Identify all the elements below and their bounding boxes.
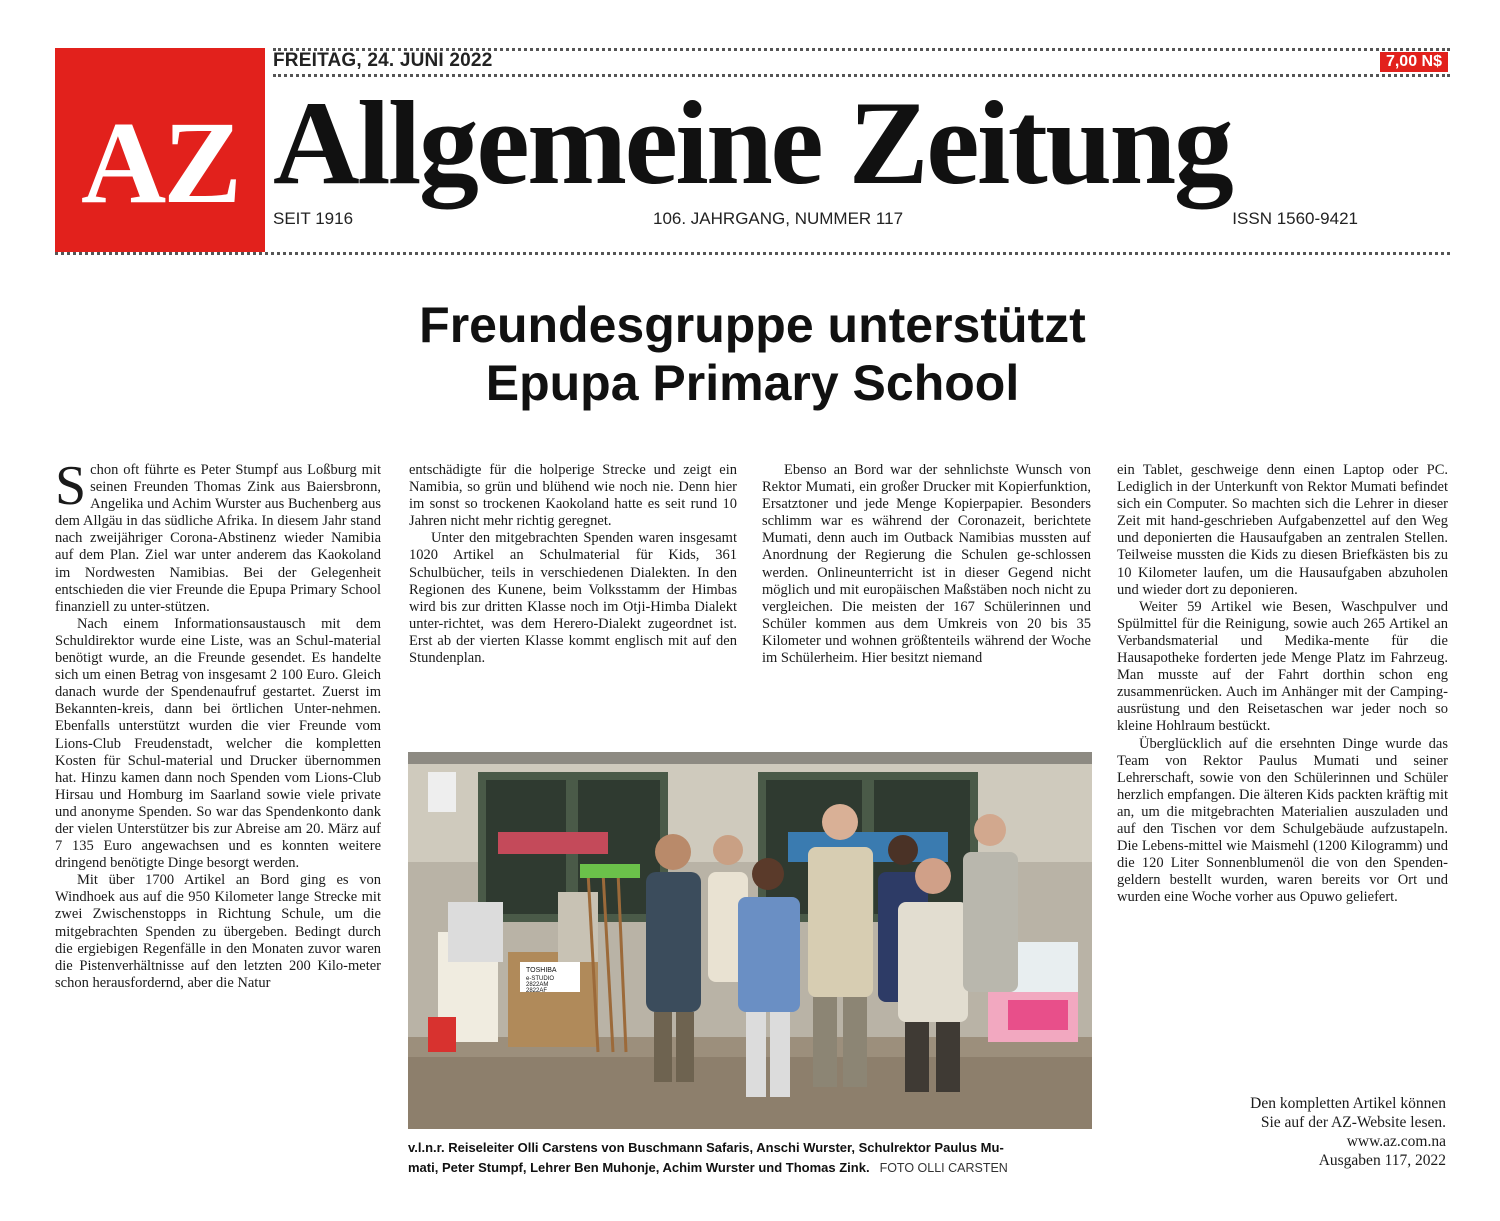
article-headline (55, 296, 1450, 412)
paragraph: entschädigte für die holperige Strecke und zeigt ein Namibia, so grün und blühend wie noch nie. Denn hier im sonst so trockenen Kaokoland hatte es seit rund 10 Jahren nicht mehr richtig geregnet. (409, 462, 737, 530)
article-column-2 (409, 462, 737, 667)
box-label-3: 2822AM (526, 982, 549, 988)
box-label-4: 2822AF (526, 988, 548, 994)
price-badge: 7,00 N$ (1380, 52, 1448, 72)
footnote-line-2: Sie auf der AZ-Website lesen. (1260, 1114, 1446, 1131)
issue-date: FREITAG, 24. JUNI 2022 (273, 50, 493, 71)
headline-line-1: Freundesgruppe unterstützt (419, 297, 1086, 353)
paragraph-text: chon oft führte es Peter Stumpf aus Loßburg mit seinen Freunden Thomas Zink aus Baiersbronn, Angelika und Achim Wurster aus Buchenberg aus dem Allgäu in das südliche Afrika. In diesem Jahr stand nach zweijähriger Corona-Abstinenz wieder Namibia auf dem Plan. Ziel war unter anderem das Kaokoland im Nordwesten Namibias. Bei der Gelegenheit entschieden die vier Freunde die Epupa Primary School finanziell zu unter-stützen. (55, 462, 381, 615)
paragraph: Unter den mitgebrachten Spenden waren insgesamt 1020 Artikel an Schulmaterial für Kids, 361 Schulbücher, teils in verschiedenen Dialekten. In den Regionen des Kunene, beim Volksstamm der Himbas wird bis zur dritten Klasse noch im Otji-Himba Dialekt unter-richtet, was dem Herero-Dialekt zugeordnet ist. Erst ab der vierten Klasse kommt englisch mit auf den Stundenplan. (409, 530, 737, 667)
article-column-1 (55, 455, 381, 992)
drop-cap: S (55, 455, 87, 517)
bottom-dotted-rule (55, 252, 1450, 255)
box-label-2: e-STUDIO (526, 976, 555, 982)
since-label: SEIT 1916 (273, 209, 354, 228)
paragraph (55, 455, 381, 616)
website-url: www.az.com.na (1346, 1133, 1446, 1150)
volume-number: 106. JAHRGANG, NUMMER 117 (653, 209, 904, 228)
az-logo (55, 48, 265, 252)
issn-label: ISSN 1560-9421 (1232, 209, 1358, 228)
az-logo-text: AZ (81, 97, 239, 228)
article-column-4 (1117, 462, 1448, 906)
paragraph: Mit über 1700 Artikel an Bord ging es von Windhoek aus auf die 950 Kilometer lange Strecke mit zwei Zwischenstopps in Richtung Schule, um die mitgebrachten Spenden zu übergeben. Bedingt durch die ergiebigen Regenfälle in den Monaten zuvor waren die Pistenverhältnisse auf den letzten 200 Kilo-meter schon herausfordernd, aber die Natur (55, 872, 381, 991)
paragraph: Überglücklich auf die ersehnten Dinge wurde das Team von Rektor Paulus Mumati und seiner Lehrerschaft, sowie von den Schülerinnen und Schüler herzlich empfangen. Die älteren Kids packten kräftig mit an, um die mitgebrachten Materialien auszuladen und auf den Tischen vor dem Schulgebäude aufzustapeln. Die Lebens-mittel wie Maismehl (1200 Kilogramm) und die 120 Liter Sonnenblumenöl die von den Spenden-geldern bestellt wurden, waren bereits vor Ort und wurden eine Woche vorher aus Opuwo geliefert. (1117, 735, 1448, 906)
photo-caption (408, 1138, 1098, 1178)
paragraph: Ebenso an Bord war der sehnlichste Wunsch von Rektor Mumati, ein großer Drucker mit Kopierfunktion, Ersatztoner und jede Menge Kopierpapier. Besonders schlimm war es während der Coronazeit, berichtete Mumati, denn auch im Outback Namibias mussten auf Anordnung der Regierung die Schulen ge-schlossen werden. Onlineunterricht ist in dieser Gegend nicht möglich und mit europäischen Maßstäben noch nicht zu vergleichen. Die meisten der 167 Schülerinnen und Schüler kommen aus dem Umkreis von 20 bis 35 Kilometer und wohnen größtenteils während der Woche im Schülerheim. Hier besitzt niemand (762, 462, 1091, 667)
headline-line-2: Epupa Primary School (485, 355, 1020, 411)
box-label-1: TOSHIBA (526, 967, 557, 974)
paragraph: Weiter 59 Artikel wie Besen, Waschpulver und Spülmittel für die Reinigung, sowie auch 265 Artikel an Verbandsmaterial und Medika-mente für die Hausapotheke forderten jede Menge Platz im Fahrzeug. Man musste auf der Fahrt dorthin schon eng zusammenrücken. Auch im Anhänger mit der Camping-ausrüstung und den Reisetaschen war jeder noch so kleine Hohlraum bestückt. (1117, 598, 1448, 735)
caption-line-2-text: mati, Peter Stumpf, Lehrer Ben Muhonje, Achim Wurster und Thomas Zink. (408, 1160, 870, 1175)
footnote-line-1: Den kompletten Artikel können (1250, 1095, 1446, 1112)
group-photo-illustration (408, 752, 1092, 1129)
article-photo (408, 752, 1092, 1129)
website-note (1126, 1094, 1446, 1170)
newspaper-title: Allgemeine Zeitung (273, 76, 1232, 209)
masthead (55, 48, 1450, 253)
caption-line-2 (408, 1158, 1098, 1178)
article-column-3 (762, 462, 1091, 667)
caption-line-1: v.l.n.r. Reiseleiter Olli Carstens von Buschmann Safaris, Anschi Wurster, Schulrektor Paulus Mu- (408, 1140, 1004, 1155)
issue-reference: Ausgaben 117, 2022 (1318, 1152, 1446, 1169)
photo-credit: FOTO OLLI CARSTEN (879, 1161, 1008, 1175)
paragraph: ein Tablet, geschweige denn einen Laptop oder PC. Lediglich in der Unterkunft von Rektor Mumati befindet sich ein Computer. So machten sich die Lehrer in dieser Zeit mit hand-geschrieben Aufgabenzettel auf den Weg und deponierten die Hausaufgaben an zentralen Stellen. Teilweise mussten die Kids zu diesen Briefkästen bis zu 10 Kilometer laufen, um die Hausaufgaben abzuholen und wieder dort zu deponieren. (1117, 462, 1448, 598)
paragraph: Nach einem Informationsaustausch mit dem Schuldirektor wurde eine Liste, was an Schul-material benötigt wurde, an die Freunde gesendet. Es handelte sich um einen Betrag von insgesamt 2 100 Euro. Gleich danach wurde der Spendenaufruf gestartet. Zuerst im Bekannten-kreis, dann bei örtlichen Unter-nehmen. Ebenfalls unterstützt wurden die vier Freunde vom Lions-Club Freudenstadt, welcher die kompletten Kosten für Schul-material und Drucker übernommen hat. Hinzu kamen dann noch Spenden vom Lions-Club Hirsau und Homburg im Saarland sowie viele private und anonyme Spenden. So war das Spendenkonto dank der vielen Unterstützer bis zur Abreise am 20. März auf 7 135 Euro angewachsen und es konnten weitere dringend benötigte Dinge besorgt werden. (55, 615, 381, 872)
